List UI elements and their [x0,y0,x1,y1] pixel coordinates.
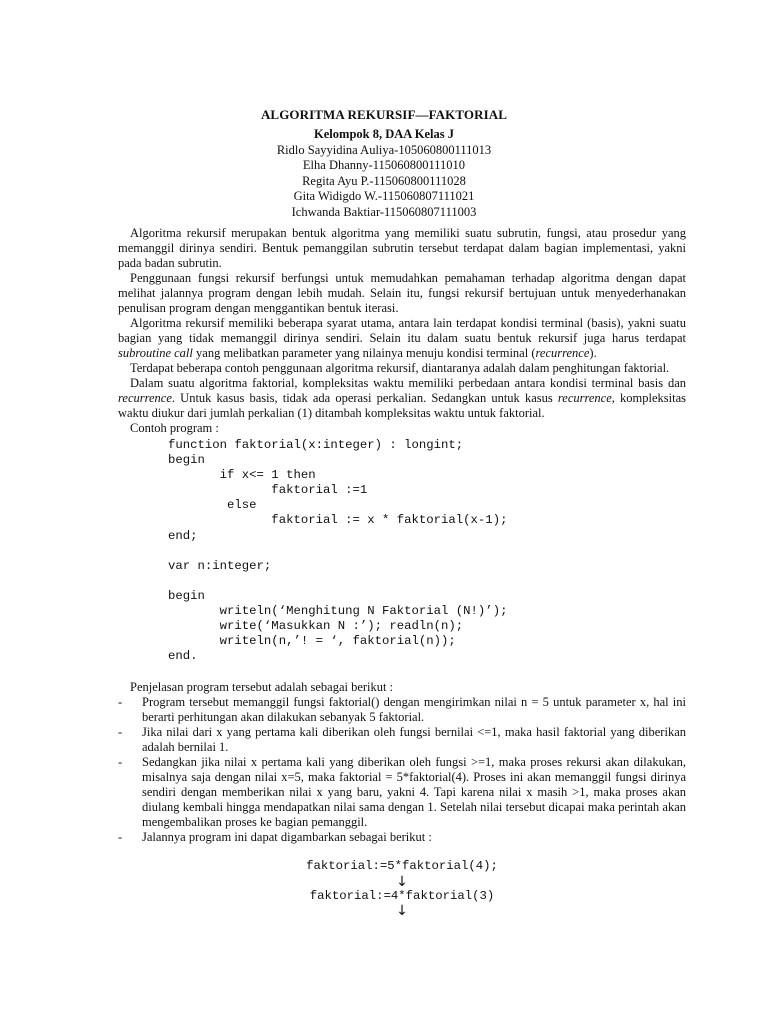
list-item: - Jalannya program ini dapat digambarkan sebagai berikut : [118,830,686,845]
text-run: Algoritma rekursif memiliki beberapa syarat utama, antara lain terdapat kondisi terminal (basis), yakni suatu bagian yang tidak memanggil dirinya sendiri. Selain itu dalam suatu bentuk rekursif juga harus terdapat [118,316,686,345]
italic-term: recurrence, [557,391,615,405]
recursion-flow [118,859,686,918]
text-run: kompleksitas waktu diukur dari jumlah perkalian (1) ditambah kompleksitas waktu untuk faktorial. [118,391,687,420]
list-item: - Program tersebut memanggil fungsi faktorial() dengan mengirimkan nilai n = 5 untuk parameter x, hal ini berarti perhitungan akan dilakukan sebanyak 5 faktorial. [118,695,686,725]
flow-step: faktorial:=4*faktorial(3) [309,888,495,903]
author-line: Ridlo Sayyidina Auliya-105060800111013 [276,142,492,157]
author-line: Ichwanda Baktiar-115060807111003 [291,204,477,219]
flow-step: faktorial:=5*faktorial(4); [306,859,498,874]
code-label: Contoh program : [130,421,219,435]
text-run: ). [589,346,597,360]
paragraph-purpose: Penggunaan fungsi rekursif berfungsi untuk memudahkan pemahaman terhadap algoritma dengan dapat melihat jalannya program dengan lebih mudah. Selain itu, fungsi rekursif bertujuan untuk menyederhanakan penulisan program dengan menggantikan bentuk iterasi. [118,271,686,315]
list-item: - Jika nilai dari x yang pertama kali diberikan oleh fungsi bernilai <=1, maka hasil faktorial yang diberikan adalah bernilai 1. [118,725,686,755]
explanation-intro: Penjelasan program tersebut adalah sebagai berikut : [130,680,394,695]
paragraph-definition: Algoritma rekursif merupakan bentuk algoritma yang memiliki suatu subrutin, fungsi, atau prosedur yang memanggil dirinya sendiri. Bentuk pemanggilan subrutin tersebut terdapat dalam bagian implementasi, yakni pada badan subrutin. [118,226,686,270]
italic-term: recurrence [118,391,172,405]
author-line: Elha Dhanny-115060800111010 [302,158,466,172]
author-line: Regita Ayu P.-115060800111028 [302,173,466,188]
paragraph-requirements [118,316,686,361]
document-title: ALGORITMA REKURSIF—FAKTORIAL [260,107,508,122]
text-run: yang melibatkan parameter yang nilainya menuju kondisi terminal ( [192,346,536,360]
list-item: - Sedangkan jika nilai x pertama kali yang diberikan oleh fungsi >=1, maka proses rekursi akan dilakukan, misalnya saja dengan nilai x=5, maka faktorial = 5*faktorial(4). Proses ini akan memanggil fungsi dirinya sendiri dengan memberikan nilai x yang baru, yakni 4. Tapi karena nilai x masih >1, maka proses akan diulang kembali hingga mendapatkan nilai sama dengan 1. Setelah nilai tersebut dicapai maka perintah akan mengembalikan proses ke bagian pemanggil. [118,755,686,830]
italic-term: recurrence [535,346,590,360]
explanation-list [118,695,686,845]
text-run: Dalam suatu algoritma faktorial, kompleksitas waktu memiliki perbedaan antara kondisi terminal basis dan [130,376,686,390]
code-listing: function faktorial(x:integer) : longint; begin if x<= 1 then faktorial :=1 else faktorial := x * faktorial(x-1); end; var n:integer; begin writeln(‘Menghitung N Faktorial (N!)’); write(‘Masukkan N :’); readln(n); writeln(n,’! = ‘, faktorial(n)); end. [168,438,508,664]
paragraph-complexity [118,376,686,421]
down-arrow-icon: ↓ [396,903,408,920]
group-name: Kelompok 8, DAA Kelas J [314,127,454,141]
document-body [118,226,686,918]
italic-term: subroutine call [118,346,193,360]
author-line: Gita Widigdo W.-115060807111021 [293,189,475,203]
author-block [0,127,768,220]
text-run: . Untuk kasus basis, tidak ada operasi perkalian. Sedangkan untuk kasus [171,391,558,405]
paragraph-examples: Terdapat beberapa contoh penggunaan algoritma rekursif, diantaranya adalah dalam penghitungan faktorial. [130,361,670,375]
down-arrow-icon: ↓ [396,873,408,890]
